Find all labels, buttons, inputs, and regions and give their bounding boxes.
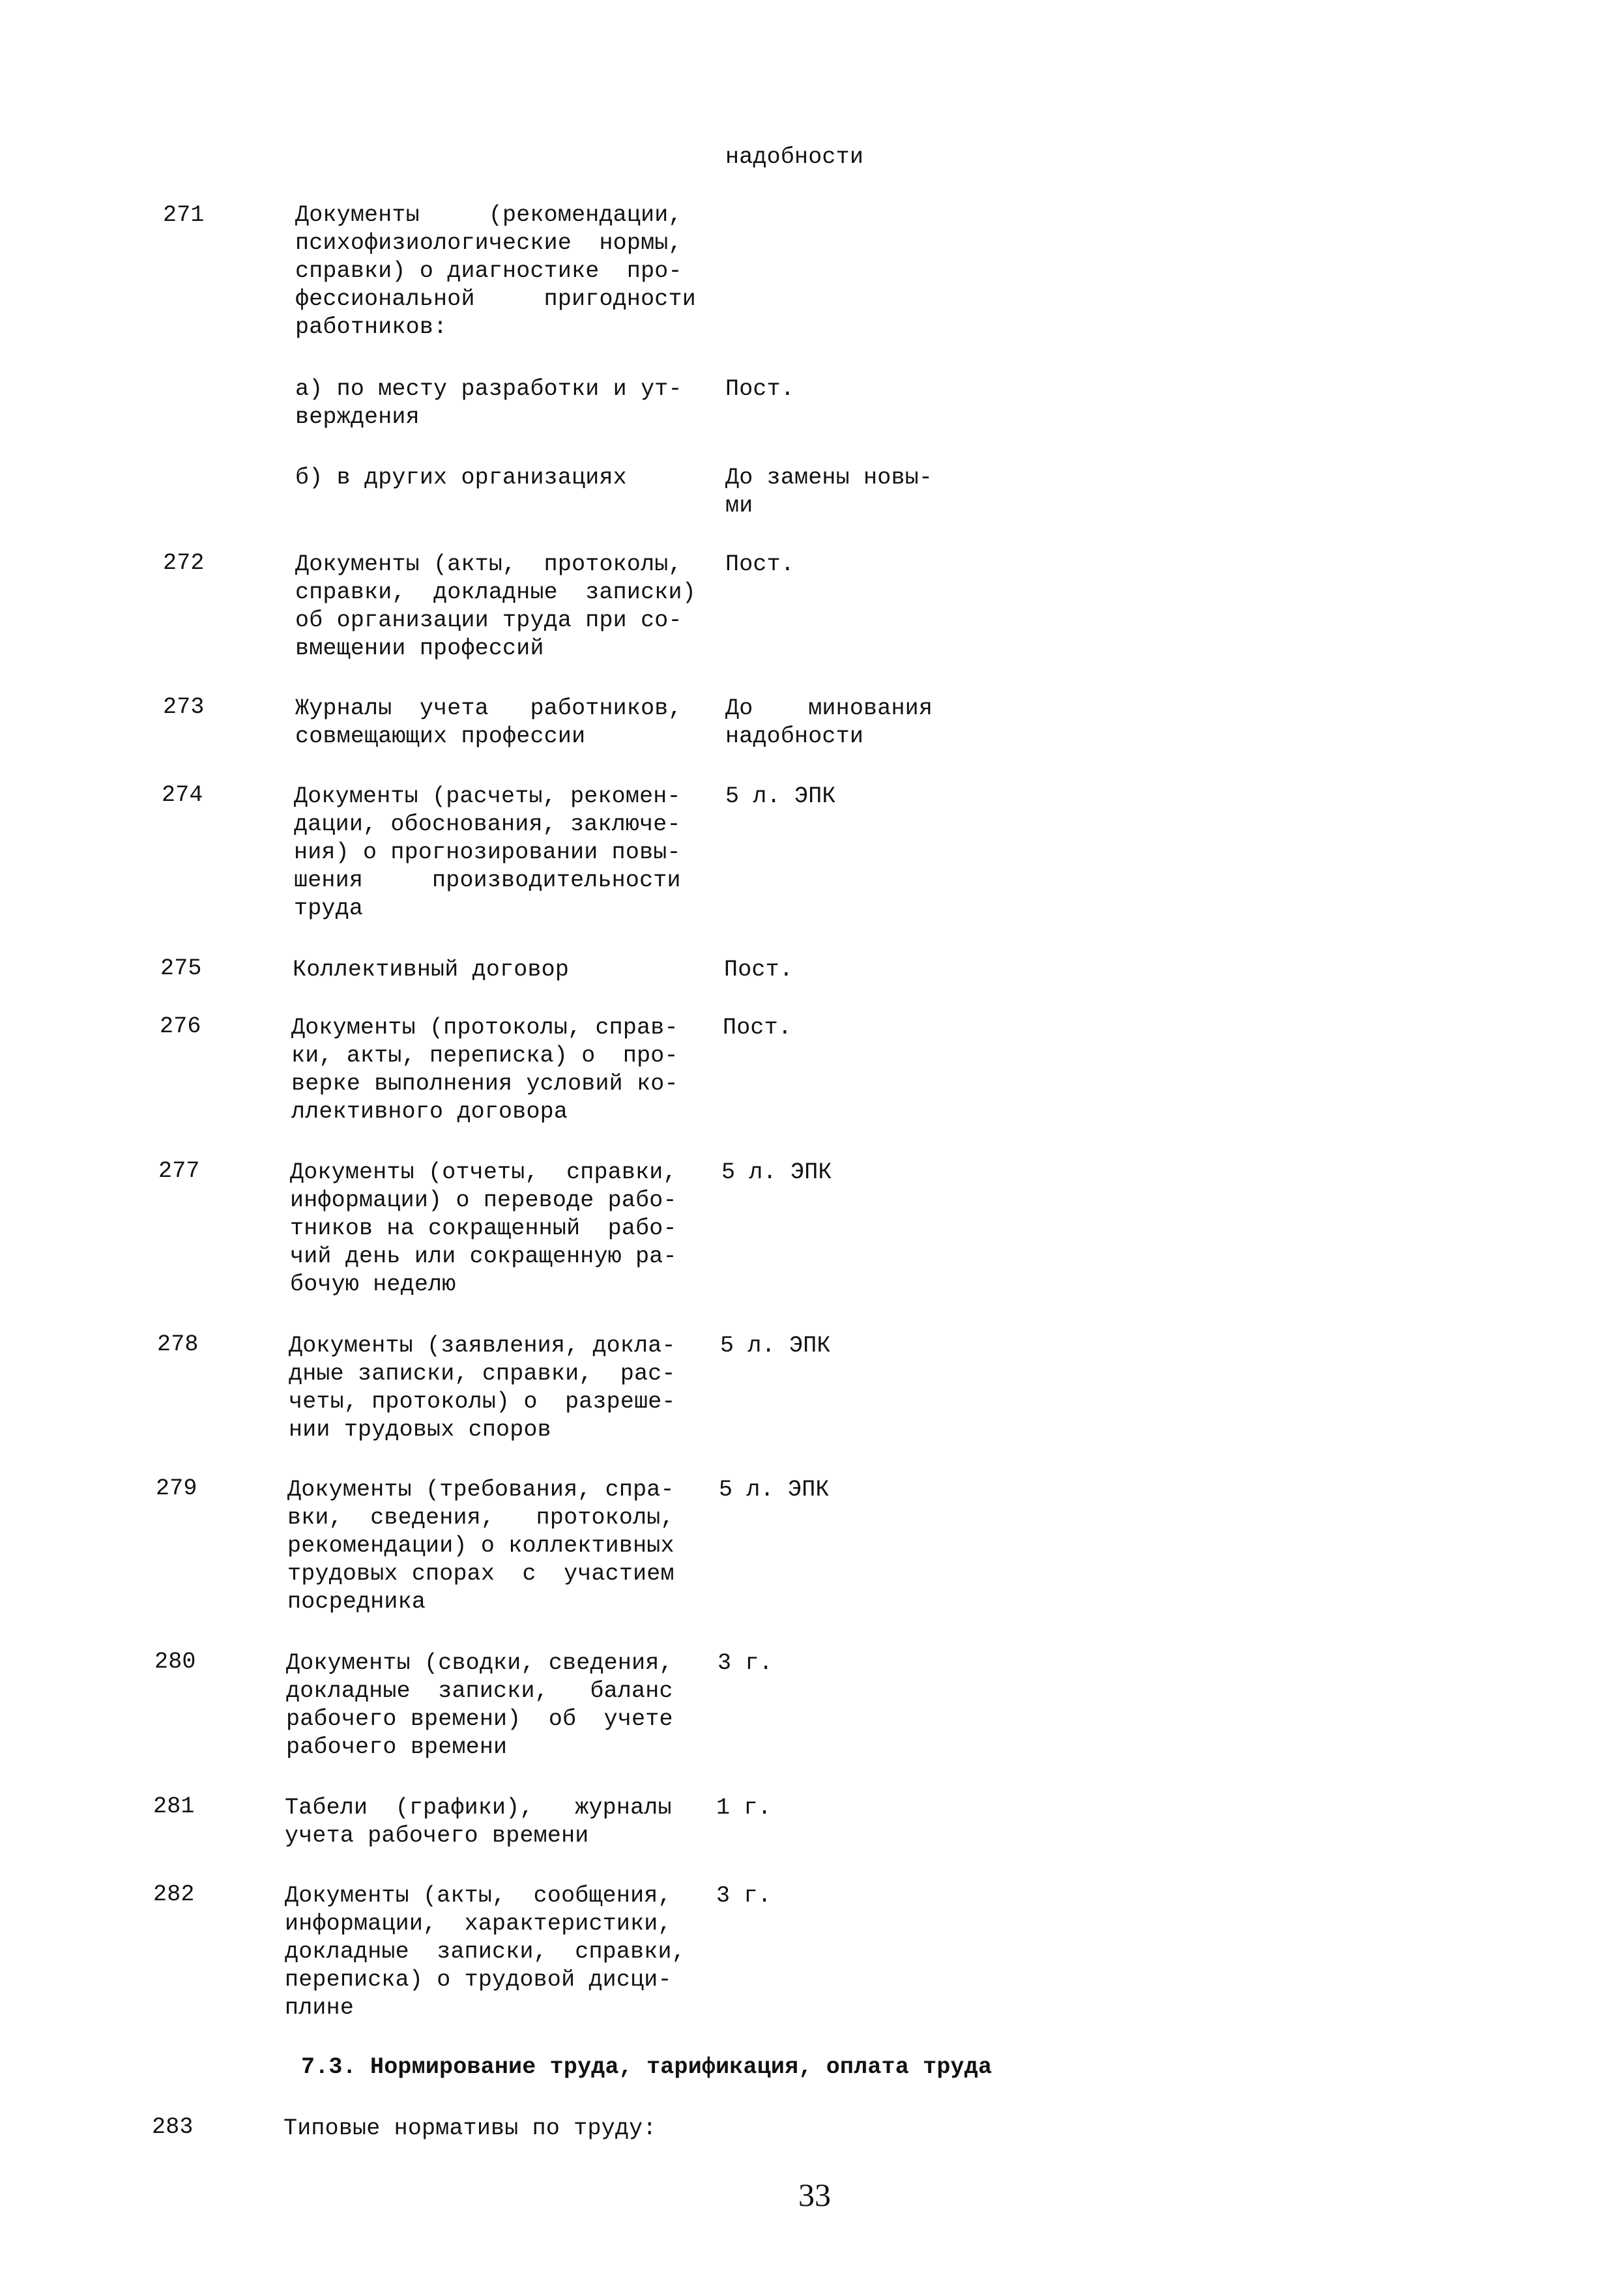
row-number-281: 281 bbox=[153, 1793, 195, 1819]
row-number-271: 271 bbox=[163, 202, 205, 228]
row-282-desc-5: плине bbox=[285, 1995, 355, 2021]
row-279-retention-1: 5 л. ЭПК bbox=[719, 1477, 830, 1503]
row-281-retention-1: 1 г. bbox=[716, 1795, 772, 1821]
row-278-desc-3: четы, протоколы) о разреше- bbox=[289, 1389, 676, 1415]
row-number-273: 273 bbox=[163, 694, 205, 720]
row-272-retention-1: Пост. bbox=[725, 551, 795, 577]
row-273-desc-1: Журналы учета работников, bbox=[295, 695, 682, 721]
row-282-retention-1: 3 г. bbox=[716, 1883, 772, 1909]
row-number-278: 278 bbox=[157, 1331, 199, 1357]
row-272-desc-3: об организации труда при со- bbox=[295, 607, 682, 633]
row-276-desc-1: Документы (протоколы, справ- bbox=[291, 1015, 678, 1041]
row-number-279: 279 bbox=[156, 1475, 197, 1501]
row-272-desc-4: вмещении профессий bbox=[295, 635, 544, 661]
row-278-desc-1: Документы (заявления, докла- bbox=[289, 1333, 676, 1359]
row-280-desc-3: рабочего времени) об учете bbox=[286, 1706, 673, 1732]
row-271-desc-1: Документы (рекомендации, bbox=[295, 202, 682, 228]
row-271b-retention-2: ми bbox=[725, 493, 753, 519]
row-279-desc-4: трудовых спорах с участием bbox=[287, 1561, 674, 1587]
row-277-retention-1: 5 л. ЭПК bbox=[721, 1159, 832, 1185]
row-271a-desc-2: верждения bbox=[295, 404, 420, 430]
row-number-276: 276 bbox=[160, 1013, 201, 1039]
row-276-desc-2: ки, акты, переписка) о про- bbox=[291, 1043, 678, 1069]
page-number: 33 bbox=[798, 2177, 831, 2213]
row-274-desc-2: дации, обоснования, заключе- bbox=[294, 811, 681, 837]
row-279-desc-5: посредника bbox=[287, 1589, 426, 1615]
row-277-desc-4: чий день или сокращенную ра- bbox=[290, 1243, 677, 1269]
row-275-retention-1: Пост. bbox=[724, 957, 794, 983]
row-282-desc-3: докладные записки, справки, bbox=[285, 1939, 686, 1965]
row-274-desc-1: Документы (расчеты, рекомен- bbox=[294, 783, 681, 809]
row-271a-retention-1: Пост. bbox=[725, 376, 795, 402]
row-number-283: 283 bbox=[152, 2114, 194, 2140]
row-number-280: 280 bbox=[154, 1649, 196, 1675]
row-280-retention-1: 3 г. bbox=[718, 1650, 773, 1676]
row-278-retention-1: 5 л. ЭПК bbox=[720, 1333, 831, 1359]
row-274-desc-5: труда bbox=[294, 895, 364, 921]
row-282-desc-2: информации, характеристики, bbox=[285, 1911, 672, 1937]
row-277-desc-3: тников на сокращенный рабо- bbox=[290, 1215, 677, 1241]
row-number-274: 274 bbox=[162, 782, 203, 808]
row-279-desc-3: рекомендации) о коллективных bbox=[287, 1533, 674, 1559]
row-277-desc-5: бочую неделю bbox=[290, 1271, 456, 1297]
row-271-desc-5: работников: bbox=[295, 314, 448, 340]
row-271-desc-4: фессиональной пригодности bbox=[295, 286, 696, 312]
row-280-desc-2: докладные записки, баланс bbox=[286, 1678, 673, 1704]
row-276-desc-3: верке выполнения условий ко- bbox=[291, 1071, 678, 1097]
row-279-desc-1: Документы (требования, спра- bbox=[287, 1477, 674, 1503]
row-279-desc-2: вки, сведения, протоколы, bbox=[287, 1505, 674, 1531]
row-272-desc-2: справки, докладные записки) bbox=[295, 579, 696, 605]
row-277-desc-2: информации) о переводе рабо- bbox=[290, 1187, 677, 1213]
row-273-retention-2: надобности bbox=[725, 723, 864, 749]
row-271-desc-3: справки) о диагностике про- bbox=[295, 258, 682, 284]
row-number-277: 277 bbox=[158, 1158, 200, 1184]
row-271-desc-2: психофизиологические нормы, bbox=[295, 230, 682, 256]
row-274-desc-4: шения производительности bbox=[294, 867, 681, 893]
row-number-272: 272 bbox=[163, 550, 205, 576]
section-heading: 7.3. Нормирование труда, тарификация, оплата труда bbox=[301, 2054, 993, 2080]
row-280-desc-4: рабочего времени bbox=[286, 1734, 508, 1760]
row-280-desc-1: Документы (сводки, сведения, bbox=[286, 1650, 673, 1676]
row-274-retention-1: 5 л. ЭПК bbox=[725, 783, 836, 809]
row-275-desc-1: Коллективный договор bbox=[293, 957, 570, 983]
row-278-desc-4: нии трудовых споров bbox=[289, 1417, 551, 1443]
continuation-text: надобности bbox=[725, 144, 864, 170]
row-number-282: 282 bbox=[153, 1881, 195, 1907]
row-274-desc-3: ния) о прогнозировании повы- bbox=[294, 839, 681, 865]
row-282-desc-1: Документы (акты, сообщения, bbox=[285, 1883, 672, 1909]
row-271a-desc-1: а) по месту разработки и ут- bbox=[295, 376, 682, 402]
row-276-retention-1: Пост. bbox=[723, 1015, 792, 1041]
row-283-desc-1: Типовые нормативы по труду: bbox=[283, 2115, 657, 2141]
row-278-desc-2: дные записки, справки, рас- bbox=[289, 1361, 676, 1387]
row-272-desc-1: Документы (акты, протоколы, bbox=[295, 551, 682, 577]
row-271b-retention-1: До замены новы- bbox=[725, 465, 933, 491]
row-273-retention-1: До минования bbox=[725, 695, 933, 721]
row-281-desc-1: Табели (графики), журналы bbox=[285, 1795, 672, 1821]
row-number-275: 275 bbox=[160, 955, 202, 981]
row-276-desc-4: ллективного договора bbox=[291, 1099, 568, 1125]
row-282-desc-4: переписка) о трудовой дисци- bbox=[285, 1967, 672, 1993]
row-281-desc-2: учета рабочего времени bbox=[285, 1823, 589, 1849]
row-271b-desc-1: б) в других организациях bbox=[295, 465, 627, 491]
row-277-desc-1: Документы (отчеты, справки, bbox=[290, 1159, 677, 1185]
row-273-desc-2: совмещающих профессии bbox=[295, 723, 586, 749]
